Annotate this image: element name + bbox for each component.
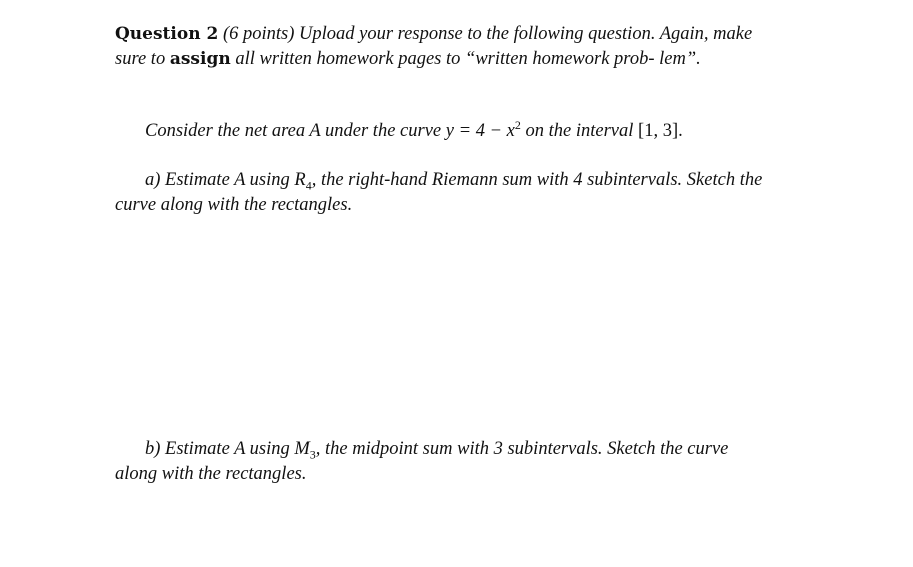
assign-keyword: assign bbox=[169, 48, 231, 69]
part-a-subscript: 4 bbox=[305, 178, 312, 193]
part-a bbox=[115, 168, 775, 217]
equation-base: y = 4 − x bbox=[445, 121, 515, 141]
equation-exponent: 2 bbox=[514, 117, 521, 132]
part-b-text-1: b) Estimate A using M bbox=[145, 439, 310, 459]
problem-statement bbox=[115, 119, 775, 144]
consider-text-2: on the interval bbox=[525, 121, 634, 141]
question-points: (6 points) bbox=[222, 24, 295, 44]
question-header bbox=[115, 22, 775, 71]
part-b-subscript: 3 bbox=[309, 447, 316, 462]
part-a-text-2: , the right-hand Riemann sum with 4 subintervals. Sketch the curve along with the rectangles. bbox=[115, 170, 763, 215]
interval: [1, 3] bbox=[638, 121, 679, 141]
question-instruction-1: Upload your response to the following question. Again, make sure to bbox=[115, 24, 753, 69]
part-a-text-1: a) Estimate A using R bbox=[145, 170, 306, 190]
equation bbox=[445, 117, 521, 141]
consider-end: . bbox=[678, 121, 683, 141]
consider-text-1: Consider the net area A under the curve bbox=[145, 121, 442, 141]
part-b-text-2: , the midpoint sum with 3 subintervals. Sketch the curve along with the rectangles. bbox=[115, 439, 729, 484]
question-instruction-2: all written homework pages to “written homework prob- lem”. bbox=[235, 48, 701, 69]
part-b bbox=[115, 437, 775, 486]
question-label: Question 2 bbox=[115, 24, 219, 44]
